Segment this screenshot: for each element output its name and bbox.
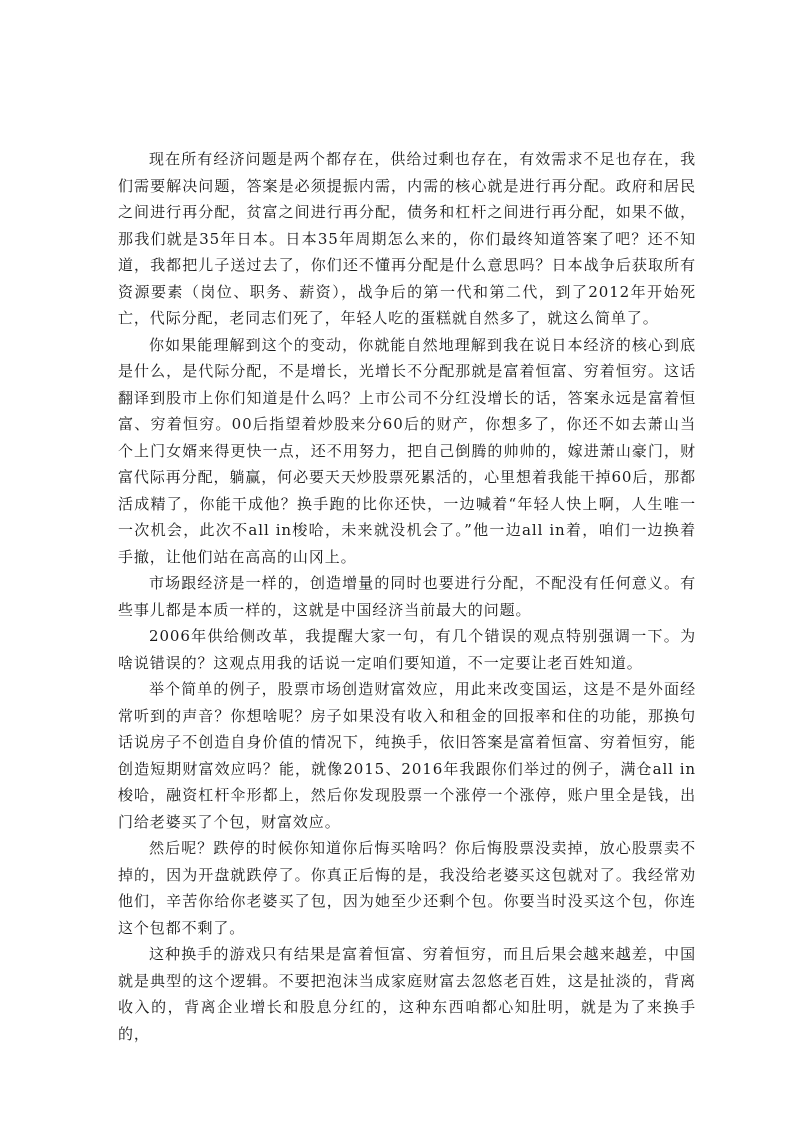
paragraph-3: 市场跟经济是一样的，创造增量的同时也要进行分配，不配没有任何意义。有些事儿都是本质一样的，这就是中国经济当前最大的问题。 [118, 574, 696, 619]
paragraph-7: 这种换手的游戏只有结果是富着恒富、穷着恒穷，而且后果会越来越差，中国就是典型的这个逻辑。不要把泡沫当成家庭财富去忽悠老百姓，这是扯淡的，背离收入的，背离企业增长和股息分红的，这种东西咱都心知肚明，就是为了来换手的， [118, 945, 696, 1043]
paragraph-2: 你如果能理解到这个的变动，你就能自然地理解到我在说日本经济的核心到底是什么，是代际分配，不是增长，光增长不分配那就是富着恒富、穷着恒穷。这话翻译到股市上你们知道是什么吗？上市公司不分红没增长的话，答案永远是富着恒富、穷着恒穷。00后指望着炒股来分60后的财产，你想多了，你还不如去萧山当个上门女婿来得更快一点，还不用努力，把自己倒腾的帅帅的，嫁进萧山豪门，财富代际再分配，躺赢，何必要天天炒股票死累活的，心里想着我能干掉60后，那都活成精了，你能干成他？换手跑的比你还快，一边喊着“年轻人快上啊，人生唯一一次机会，此次不all in梭哈，未来就没机会了。”他一边all in着，咱们一边换着手撤，让他们站在高高的山冈上。 [118, 335, 696, 566]
paragraph-5: 举个简单的例子，股票市场创造财富效应，用此来改变国运，这是不是外面经常听到的声音？你想啥呢？房子如果没有收入和租金的回报率和住的功能，那换句话说房子不创造自身价值的情况下，纯换手，依旧答案是富着恒富、穷着恒穷，能创造短期财富效应吗？能，就像2015、2016年我跟你们举过的例子，满仓all in梭哈，融资杠杆伞形都上，然后你发现股票一个涨停一个涨停，账户里全是钱，出门给老婆买了个包，财富效应。 [118, 680, 696, 831]
document-page [118, 146, 696, 1047]
paragraph-1: 现在所有经济问题是两个都存在，供给过剩也存在，有效需求不足也存在，我们需要解决问题，答案是必须提振内需，内需的核心就是进行再分配。政府和居民之间进行再分配，贫富之间进行再分配，债务和杠杆之间进行再分配，如果不做，那我们就是35年日本。日本35年周期怎么来的，你们最终知道答案了吧？还不知道，我都把儿子送过去了，你们还不懂再分配是什么意思吗？日本战争后获取所有资源要素（岗位、职务、薪资），战争后的第一代和第二代，到了2012年开始死亡，代际分配，老同志们死了，年轻人吃的蛋糕就自然多了，就这么简单了。 [118, 150, 696, 327]
paragraph-6: 然后呢？跌停的时候你知道你后悔买啥吗？你后悔股票没卖掉，放心股票卖不掉的，因为开盘就跌停了。你真正后悔的是，我没给老婆买这包就对了。我经常劝他们，辛苦你给你老婆买了包，因为她至少还剩个包。你要当时没买这个包，你连这个包都不剩了。 [118, 839, 696, 937]
paragraph-4: 2006年供给侧改革，我提醒大家一句，有几个错误的观点特别强调一下。为啥说错误的？这观点用我的话说一定咱们要知道，不一定要让老百姓知道。 [118, 627, 696, 672]
